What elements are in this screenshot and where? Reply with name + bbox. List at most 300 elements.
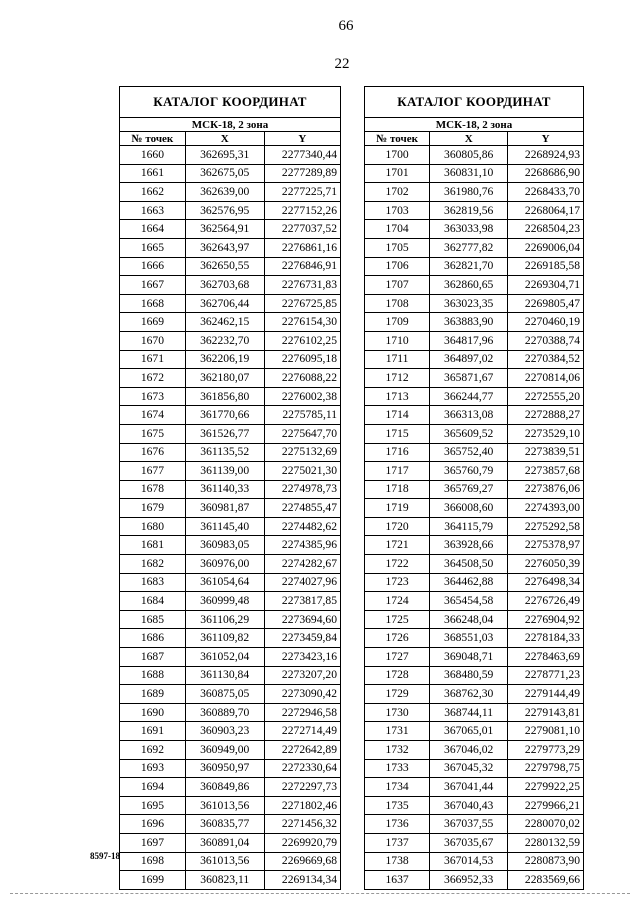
table-row — [120, 146, 341, 165]
table-row — [365, 778, 584, 797]
y-coordinate-cell: 2275378,97 — [508, 536, 584, 555]
table-row — [365, 183, 584, 202]
point-number-cell: 1697 — [120, 833, 186, 852]
y-coordinate-cell: 2275785,11 — [264, 406, 340, 425]
y-coordinate-cell: 2279966,21 — [508, 796, 584, 815]
page-number-sub: 22 — [334, 56, 350, 72]
x-coordinate-cell: 362650,55 — [185, 257, 264, 276]
point-number-cell: 1707 — [365, 276, 430, 295]
table-row — [365, 164, 584, 183]
x-coordinate-cell: 361980,76 — [430, 183, 508, 202]
y-coordinate-cell: 2279773,29 — [508, 741, 584, 760]
table-row — [365, 369, 584, 388]
x-coordinate-cell: 361130,84 — [185, 666, 264, 685]
point-number-cell: 1738 — [365, 852, 430, 871]
point-number-cell: 1706 — [365, 257, 430, 276]
x-coordinate-cell: 362180,07 — [185, 369, 264, 388]
point-number-cell: 1661 — [120, 164, 186, 183]
column-header-x: X — [430, 132, 508, 146]
y-coordinate-cell: 2273857,68 — [508, 462, 584, 481]
y-coordinate-cell: 2273694,60 — [264, 610, 340, 629]
y-coordinate-cell: 2279081,10 — [508, 722, 584, 741]
table-row — [120, 220, 341, 239]
point-number-cell: 1681 — [120, 536, 186, 555]
y-coordinate-cell: 2273529,10 — [508, 424, 584, 443]
table-row — [120, 666, 341, 685]
point-number-cell: 1736 — [365, 815, 430, 834]
y-coordinate-cell: 2272714,49 — [264, 722, 340, 741]
table-row — [365, 499, 584, 518]
y-coordinate-cell: 2280132,59 — [508, 833, 584, 852]
point-number-cell: 1721 — [365, 536, 430, 555]
x-coordinate-cell: 360831,10 — [430, 164, 508, 183]
y-coordinate-cell: 2276498,34 — [508, 573, 584, 592]
x-coordinate-cell: 368480,59 — [430, 666, 508, 685]
x-coordinate-cell: 362232,70 — [185, 331, 264, 350]
table-row — [120, 480, 341, 499]
y-coordinate-cell: 2276726,49 — [508, 592, 584, 611]
y-coordinate-cell: 2274978,73 — [264, 480, 340, 499]
x-coordinate-cell: 360999,48 — [185, 592, 264, 611]
point-number-cell: 1719 — [365, 499, 430, 518]
point-number-cell: 1674 — [120, 406, 186, 425]
y-coordinate-cell: 2269185,58 — [508, 257, 584, 276]
x-coordinate-cell: 366008,60 — [430, 499, 508, 518]
y-coordinate-cell: 2276904,92 — [508, 610, 584, 629]
point-number-cell: 1682 — [120, 555, 186, 574]
y-coordinate-cell: 2268686,90 — [508, 164, 584, 183]
point-number-cell: 1733 — [365, 759, 430, 778]
coordinate-catalog-left — [119, 86, 341, 890]
table-row — [365, 833, 584, 852]
x-coordinate-cell: 360805,86 — [430, 146, 508, 165]
y-coordinate-cell: 2273423,16 — [264, 648, 340, 667]
table-row — [365, 666, 584, 685]
table-row — [120, 722, 341, 741]
table-row — [120, 871, 341, 890]
y-coordinate-cell: 2275647,70 — [264, 424, 340, 443]
point-number-cell: 1664 — [120, 220, 186, 239]
table-row — [365, 573, 584, 592]
y-coordinate-cell: 2273876,06 — [508, 480, 584, 499]
point-number-cell: 1702 — [365, 183, 430, 202]
table-row — [365, 759, 584, 778]
x-coordinate-cell: 368762,30 — [430, 685, 508, 704]
table-row — [365, 462, 584, 481]
point-number-cell: 1734 — [365, 778, 430, 797]
x-coordinate-cell: 361145,40 — [185, 517, 264, 536]
point-number-cell: 1691 — [120, 722, 186, 741]
table-row — [120, 778, 341, 797]
x-coordinate-cell: 367014,53 — [430, 852, 508, 871]
y-coordinate-cell: 2272888,27 — [508, 406, 584, 425]
table-row — [120, 406, 341, 425]
table-row — [365, 387, 584, 406]
x-coordinate-cell: 360981,87 — [185, 499, 264, 518]
x-coordinate-cell: 362564,91 — [185, 220, 264, 239]
x-coordinate-cell: 361052,04 — [185, 648, 264, 667]
table-row — [120, 536, 341, 555]
point-number-cell: 1711 — [365, 350, 430, 369]
table-row — [120, 610, 341, 629]
y-coordinate-cell: 2274385,96 — [264, 536, 340, 555]
y-coordinate-cell: 2274393,00 — [508, 499, 584, 518]
y-coordinate-cell: 2278184,33 — [508, 629, 584, 648]
y-coordinate-cell: 2269006,04 — [508, 238, 584, 257]
point-number-cell: 1725 — [365, 610, 430, 629]
x-coordinate-cell: 361526,77 — [185, 424, 264, 443]
table-row — [365, 722, 584, 741]
x-coordinate-cell: 367037,55 — [430, 815, 508, 834]
x-coordinate-cell: 362695,31 — [185, 146, 264, 165]
y-coordinate-cell: 2274482,62 — [264, 517, 340, 536]
catalog-zone: МСК-18, 2 зона — [365, 118, 584, 132]
table-row — [365, 555, 584, 574]
table-row — [120, 685, 341, 704]
y-coordinate-cell: 2274855,47 — [264, 499, 340, 518]
y-coordinate-cell: 2270814,06 — [508, 369, 584, 388]
point-number-cell: 1737 — [365, 833, 430, 852]
x-coordinate-cell: 362206,19 — [185, 350, 264, 369]
column-header-x: X — [185, 132, 264, 146]
table-row — [365, 610, 584, 629]
y-coordinate-cell: 2268924,93 — [508, 146, 584, 165]
x-coordinate-cell: 361013,56 — [185, 852, 264, 871]
y-coordinate-cell: 2273459,84 — [264, 629, 340, 648]
y-coordinate-cell: 2268504,23 — [508, 220, 584, 239]
x-coordinate-cell: 364508,50 — [430, 555, 508, 574]
point-number-cell: 1726 — [365, 629, 430, 648]
catalog-zone: МСК-18, 2 зона — [120, 118, 341, 132]
table-row — [120, 369, 341, 388]
x-coordinate-cell: 361054,64 — [185, 573, 264, 592]
catalog-rows-right — [365, 146, 584, 890]
y-coordinate-cell: 2269920,79 — [264, 833, 340, 852]
table-row — [120, 313, 341, 332]
x-coordinate-cell: 360903,23 — [185, 722, 264, 741]
point-number-cell: 1662 — [120, 183, 186, 202]
table-row — [120, 852, 341, 871]
y-coordinate-cell: 2275021,30 — [264, 462, 340, 481]
y-coordinate-cell: 2276095,18 — [264, 350, 340, 369]
table-row — [120, 573, 341, 592]
y-coordinate-cell: 2269304,71 — [508, 276, 584, 295]
point-number-cell: 1701 — [365, 164, 430, 183]
point-number-cell: 1692 — [120, 741, 186, 760]
y-coordinate-cell: 2276725,85 — [264, 294, 340, 313]
y-coordinate-cell: 2273090,42 — [264, 685, 340, 704]
x-coordinate-cell: 362819,56 — [430, 201, 508, 220]
table-row — [365, 146, 584, 165]
point-number-cell: 1727 — [365, 648, 430, 667]
column-header-y: Y — [264, 132, 340, 146]
table-row — [365, 331, 584, 350]
table-row — [365, 424, 584, 443]
point-number-cell: 1703 — [365, 201, 430, 220]
table-row — [365, 629, 584, 648]
table-row — [120, 462, 341, 481]
point-number-cell: 1675 — [120, 424, 186, 443]
x-coordinate-cell: 361856,80 — [185, 387, 264, 406]
table-row — [365, 536, 584, 555]
y-coordinate-cell: 2280873,90 — [508, 852, 584, 871]
y-coordinate-cell: 2272555,20 — [508, 387, 584, 406]
x-coordinate-cell: 360949,00 — [185, 741, 264, 760]
coordinate-catalog-right — [364, 86, 584, 890]
table-row — [365, 685, 584, 704]
table-row — [365, 294, 584, 313]
y-coordinate-cell: 2275292,58 — [508, 517, 584, 536]
point-number-cell: 1730 — [365, 703, 430, 722]
point-number-cell: 1723 — [365, 573, 430, 592]
point-number-cell: 1705 — [365, 238, 430, 257]
table-row — [120, 499, 341, 518]
table-row — [365, 201, 584, 220]
x-coordinate-cell: 362860,65 — [430, 276, 508, 295]
table-row — [365, 220, 584, 239]
table-row — [120, 238, 341, 257]
y-coordinate-cell: 2276088,22 — [264, 369, 340, 388]
y-coordinate-cell: 2272330,64 — [264, 759, 340, 778]
y-coordinate-cell: 2276050,39 — [508, 555, 584, 574]
table-row — [120, 741, 341, 760]
point-number-cell: 1663 — [120, 201, 186, 220]
x-coordinate-cell: 361013,56 — [185, 796, 264, 815]
x-coordinate-cell: 363023,35 — [430, 294, 508, 313]
x-coordinate-cell: 362706,44 — [185, 294, 264, 313]
y-coordinate-cell: 2279143,81 — [508, 703, 584, 722]
x-coordinate-cell: 364115,79 — [430, 517, 508, 536]
table-row — [365, 406, 584, 425]
x-coordinate-cell: 360950,97 — [185, 759, 264, 778]
table-row — [365, 443, 584, 462]
point-number-cell: 1687 — [120, 648, 186, 667]
y-coordinate-cell: 2277225,71 — [264, 183, 340, 202]
point-number-cell: 1667 — [120, 276, 186, 295]
table-row — [365, 257, 584, 276]
table-row — [120, 815, 341, 834]
table-row — [120, 703, 341, 722]
point-number-cell: 1672 — [120, 369, 186, 388]
y-coordinate-cell: 2277289,89 — [264, 164, 340, 183]
column-header-point-number: № точек — [120, 132, 186, 146]
y-coordinate-cell: 2277152,26 — [264, 201, 340, 220]
point-number-cell: 1688 — [120, 666, 186, 685]
table-row — [365, 517, 584, 536]
y-coordinate-cell: 2273817,85 — [264, 592, 340, 611]
y-coordinate-cell: 2273839,51 — [508, 443, 584, 462]
x-coordinate-cell: 365769,27 — [430, 480, 508, 499]
point-number-cell: 1694 — [120, 778, 186, 797]
y-coordinate-cell: 2276102,25 — [264, 331, 340, 350]
table-row — [120, 331, 341, 350]
y-coordinate-cell: 2271802,46 — [264, 796, 340, 815]
point-number-cell: 1678 — [120, 480, 186, 499]
y-coordinate-cell: 2272946,58 — [264, 703, 340, 722]
x-coordinate-cell: 362462,15 — [185, 313, 264, 332]
x-coordinate-cell: 364462,88 — [430, 573, 508, 592]
x-coordinate-cell: 367040,43 — [430, 796, 508, 815]
y-coordinate-cell: 2272297,73 — [264, 778, 340, 797]
point-number-cell: 1722 — [365, 555, 430, 574]
point-number-cell: 1668 — [120, 294, 186, 313]
point-number-cell: 1699 — [120, 871, 186, 890]
table-row — [120, 759, 341, 778]
y-coordinate-cell: 2277340,44 — [264, 146, 340, 165]
y-coordinate-cell: 2276002,38 — [264, 387, 340, 406]
point-number-cell: 1716 — [365, 443, 430, 462]
x-coordinate-cell: 364897,02 — [430, 350, 508, 369]
x-coordinate-cell: 362777,82 — [430, 238, 508, 257]
point-number-cell: 1732 — [365, 741, 430, 760]
y-coordinate-cell: 2275132,69 — [264, 443, 340, 462]
point-number-cell: 1718 — [365, 480, 430, 499]
point-number-cell: 1728 — [365, 666, 430, 685]
point-number-cell: 1665 — [120, 238, 186, 257]
table-row — [120, 183, 341, 202]
y-coordinate-cell: 2279922,25 — [508, 778, 584, 797]
table-row — [365, 276, 584, 295]
x-coordinate-cell: 365609,52 — [430, 424, 508, 443]
point-number-cell: 1696 — [120, 815, 186, 834]
point-number-cell: 1720 — [365, 517, 430, 536]
x-coordinate-cell: 361139,00 — [185, 462, 264, 481]
point-number-cell: 1704 — [365, 220, 430, 239]
x-coordinate-cell: 367041,44 — [430, 778, 508, 797]
y-coordinate-cell: 2270384,52 — [508, 350, 584, 369]
y-coordinate-cell: 2276861,16 — [264, 238, 340, 257]
y-coordinate-cell: 2274027,96 — [264, 573, 340, 592]
x-coordinate-cell: 362703,68 — [185, 276, 264, 295]
x-coordinate-cell: 360849,86 — [185, 778, 264, 797]
x-coordinate-cell: 361109,82 — [185, 629, 264, 648]
table-row — [365, 852, 584, 871]
y-coordinate-cell: 2276154,30 — [264, 313, 340, 332]
x-coordinate-cell: 365760,79 — [430, 462, 508, 481]
x-coordinate-cell: 366952,33 — [430, 871, 508, 890]
x-coordinate-cell: 362643,97 — [185, 238, 264, 257]
y-coordinate-cell: 2276731,83 — [264, 276, 340, 295]
table-row — [120, 257, 341, 276]
y-coordinate-cell: 2283569,66 — [508, 871, 584, 890]
table-row — [365, 238, 584, 257]
point-number-cell: 1683 — [120, 573, 186, 592]
point-number-cell: 1673 — [120, 387, 186, 406]
x-coordinate-cell: 366313,08 — [430, 406, 508, 425]
table-row — [365, 648, 584, 667]
x-coordinate-cell: 360823,11 — [185, 871, 264, 890]
point-number-cell: 1724 — [365, 592, 430, 611]
y-coordinate-cell: 2270388,74 — [508, 331, 584, 350]
x-coordinate-cell: 365454,58 — [430, 592, 508, 611]
y-coordinate-cell: 2269805,47 — [508, 294, 584, 313]
x-coordinate-cell: 365752,40 — [430, 443, 508, 462]
table-row — [120, 276, 341, 295]
x-coordinate-cell: 366244,77 — [430, 387, 508, 406]
point-number-cell: 1680 — [120, 517, 186, 536]
point-number-cell: 1715 — [365, 424, 430, 443]
x-coordinate-cell: 360976,00 — [185, 555, 264, 574]
point-number-cell: 1731 — [365, 722, 430, 741]
table-row — [120, 592, 341, 611]
point-number-cell: 1710 — [365, 331, 430, 350]
x-coordinate-cell: 367065,01 — [430, 722, 508, 741]
point-number-cell: 1670 — [120, 331, 186, 350]
table-row — [120, 648, 341, 667]
scan-edge-line — [10, 893, 630, 894]
x-coordinate-cell: 363033,98 — [430, 220, 508, 239]
x-coordinate-cell: 367046,02 — [430, 741, 508, 760]
point-number-cell: 1698 — [120, 852, 186, 871]
y-coordinate-cell: 2269669,68 — [264, 852, 340, 871]
table-row — [120, 629, 341, 648]
point-number-cell: 1708 — [365, 294, 430, 313]
point-number-cell: 1676 — [120, 443, 186, 462]
catalog-title: КАТАЛОГ КООРДИНАТ — [365, 87, 584, 118]
x-coordinate-cell: 361140,33 — [185, 480, 264, 499]
point-number-cell: 1709 — [365, 313, 430, 332]
y-coordinate-cell: 2273207,20 — [264, 666, 340, 685]
y-coordinate-cell: 2268064,17 — [508, 201, 584, 220]
document-code: 8597-18 — [90, 851, 120, 861]
table-row — [365, 592, 584, 611]
table-row — [120, 796, 341, 815]
table-row — [365, 741, 584, 760]
x-coordinate-cell: 362821,70 — [430, 257, 508, 276]
point-number-cell: 1677 — [120, 462, 186, 481]
y-coordinate-cell: 2279798,75 — [508, 759, 584, 778]
y-coordinate-cell: 2279144,49 — [508, 685, 584, 704]
x-coordinate-cell: 368744,11 — [430, 703, 508, 722]
page-number-top: 66 — [338, 18, 354, 34]
point-number-cell: 1713 — [365, 387, 430, 406]
table-row — [120, 424, 341, 443]
x-coordinate-cell: 365871,67 — [430, 369, 508, 388]
catalog-rows-left — [120, 146, 341, 890]
table-row — [120, 555, 341, 574]
x-coordinate-cell: 360983,05 — [185, 536, 264, 555]
x-coordinate-cell: 363928,66 — [430, 536, 508, 555]
point-number-cell: 1714 — [365, 406, 430, 425]
y-coordinate-cell: 2271456,32 — [264, 815, 340, 834]
y-coordinate-cell: 2272642,89 — [264, 741, 340, 760]
y-coordinate-cell: 2270460,19 — [508, 313, 584, 332]
y-coordinate-cell: 2278463,69 — [508, 648, 584, 667]
x-coordinate-cell: 360835,77 — [185, 815, 264, 834]
point-number-cell: 1685 — [120, 610, 186, 629]
y-coordinate-cell: 2269134,34 — [264, 871, 340, 890]
x-coordinate-cell: 361770,66 — [185, 406, 264, 425]
x-coordinate-cell: 363883,90 — [430, 313, 508, 332]
x-coordinate-cell: 364817,96 — [430, 331, 508, 350]
y-coordinate-cell: 2278771,23 — [508, 666, 584, 685]
table-row — [120, 443, 341, 462]
x-coordinate-cell: 367035,67 — [430, 833, 508, 852]
column-header-y: Y — [508, 132, 584, 146]
x-coordinate-cell: 361135,52 — [185, 443, 264, 462]
x-coordinate-cell: 366248,04 — [430, 610, 508, 629]
x-coordinate-cell: 362639,00 — [185, 183, 264, 202]
table-row — [120, 517, 341, 536]
table-row — [120, 833, 341, 852]
point-number-cell: 1729 — [365, 685, 430, 704]
point-number-cell: 1693 — [120, 759, 186, 778]
table-row — [120, 164, 341, 183]
x-coordinate-cell: 362576,95 — [185, 201, 264, 220]
point-number-cell: 1660 — [120, 146, 186, 165]
point-number-cell: 1712 — [365, 369, 430, 388]
point-number-cell: 1679 — [120, 499, 186, 518]
